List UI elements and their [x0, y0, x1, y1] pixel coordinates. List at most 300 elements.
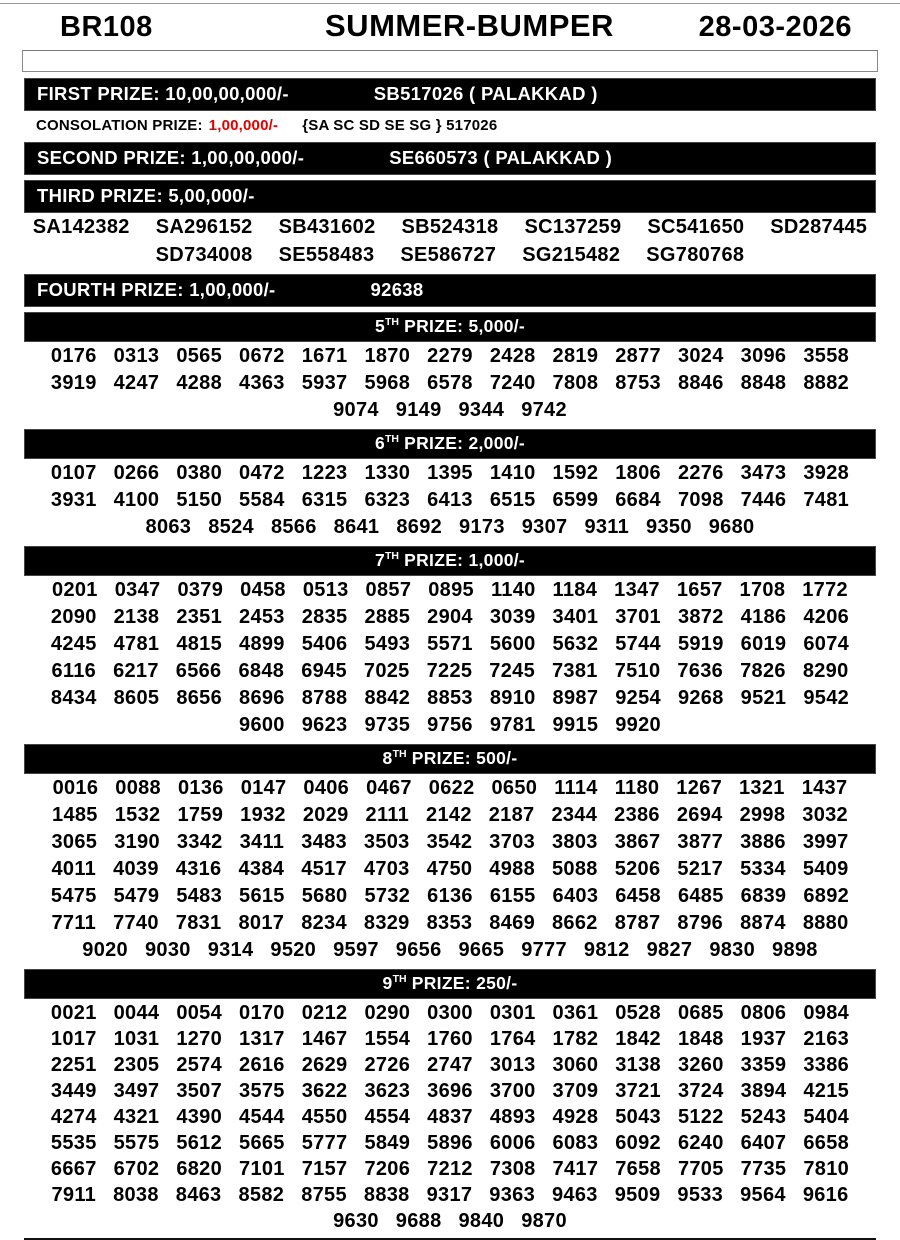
winning-number: 7206: [364, 1157, 411, 1180]
winning-number: 7225: [426, 660, 473, 682]
winning-number: 9688: [395, 1209, 442, 1232]
winning-number: 4554: [364, 1105, 411, 1128]
winning-number: 5732: [364, 885, 411, 907]
winning-number: 6820: [176, 1157, 223, 1180]
winning-number: 9521: [740, 687, 787, 709]
masthead: [0, 0, 900, 48]
winning-number: 3497: [113, 1079, 160, 1102]
winning-number: 3449: [50, 1079, 97, 1102]
number-row: [24, 370, 876, 397]
winning-number: 9509: [614, 1183, 661, 1206]
winning-number: 8838: [363, 1183, 410, 1206]
winning-number: 0361: [552, 1001, 599, 1024]
winning-number: 1760: [427, 1027, 473, 1050]
winning-number: 9307: [521, 516, 568, 538]
winning-number: 3622: [301, 1079, 348, 1102]
winning-number: 5744: [615, 633, 661, 655]
winning-number: 6515: [489, 489, 536, 511]
winning-number: 3483: [301, 831, 347, 853]
winning-number: 9149: [395, 399, 442, 421]
number-row: [24, 1104, 876, 1130]
winning-number: 1806: [615, 462, 661, 484]
number-row: [24, 214, 876, 242]
winning-number: 2276: [677, 462, 724, 484]
winning-number: 8788: [301, 687, 348, 709]
winning-number: 3386: [803, 1053, 850, 1076]
winning-number: 0201: [52, 579, 98, 601]
winning-number: 0347: [114, 579, 161, 601]
winning-number: 0290: [364, 1001, 411, 1024]
prize-ordinal: 8: [382, 748, 393, 768]
winning-number: 9600: [239, 714, 285, 736]
number-row: [24, 604, 876, 631]
winning-number: 0107: [50, 462, 97, 484]
winning-number: 1410: [489, 462, 536, 484]
winning-number: 3039: [489, 606, 536, 628]
winning-number: 0806: [740, 1001, 787, 1024]
winning-number: 8353: [426, 912, 473, 934]
winning-number: SB524318: [401, 216, 499, 239]
winning-number: 5632: [552, 633, 599, 655]
winning-number: 3507: [176, 1079, 223, 1102]
winning-number: 6092: [615, 1131, 661, 1154]
prize-ordinal: 6: [374, 433, 385, 453]
winning-number: 6136: [427, 885, 473, 907]
winning-number: 8987: [552, 687, 599, 709]
winning-number: 1708: [739, 579, 786, 601]
winning-number: 8290: [802, 660, 849, 682]
winning-number: 8662: [552, 912, 598, 934]
winning-number: 1321: [739, 777, 785, 799]
winning-number: 7831: [175, 912, 222, 934]
winning-number: 5896: [427, 1131, 473, 1154]
winning-number: 7658: [615, 1157, 661, 1180]
winning-number: 7157: [301, 1157, 348, 1180]
winning-number: 3701: [615, 606, 661, 628]
winning-number: 4321: [113, 1105, 160, 1128]
number-row: [24, 1156, 876, 1182]
winning-number: 2187: [488, 804, 535, 826]
winning-number: 9898: [772, 939, 818, 961]
winning-number: 2835: [301, 606, 348, 628]
winning-number: 8582: [238, 1183, 285, 1206]
winning-number: 3260: [677, 1053, 724, 1076]
winning-number: 5406: [301, 633, 348, 655]
winning-number: 1772: [802, 579, 848, 601]
winning-number: 7417: [552, 1157, 599, 1180]
winning-number: 8463: [175, 1183, 222, 1206]
winning-number: 2885: [364, 606, 411, 628]
winning-number: 9542: [803, 687, 850, 709]
number-row: [24, 1130, 876, 1156]
winning-number: 3696: [427, 1079, 473, 1102]
winning-number: 0472: [239, 462, 285, 484]
winning-number: 0406: [303, 777, 350, 799]
winning-number: 1842: [615, 1027, 661, 1050]
winning-number: 4815: [176, 633, 223, 655]
prize-ordinal: 9: [382, 973, 393, 993]
winning-number: 6684: [615, 489, 661, 511]
winning-number: 5777: [301, 1131, 348, 1154]
number-row: [24, 487, 876, 514]
winning-number: 3575: [239, 1079, 285, 1102]
winning-number: 5584: [239, 489, 285, 511]
winning-number: 6658: [803, 1131, 850, 1154]
winning-number: SA296152: [155, 216, 253, 239]
number-row: [24, 856, 876, 883]
winning-number: 2904: [427, 606, 473, 628]
winning-number: SE558483: [278, 243, 375, 266]
consolation-series: {SA SC SD SE SG } 517026: [302, 117, 498, 134]
winning-number: 2138: [113, 606, 160, 628]
winning-number: 5334: [740, 858, 786, 880]
third-prize-bar: [24, 180, 876, 213]
winning-number: 4215: [803, 1079, 850, 1102]
winning-number: 1184: [552, 579, 598, 601]
winning-number: 3919: [50, 372, 97, 394]
third-prize-numbers: [24, 214, 876, 269]
winning-number: 3700: [489, 1079, 536, 1102]
winning-number: 2386: [614, 804, 660, 826]
winning-number: 8641: [333, 516, 380, 538]
number-row: [24, 1208, 876, 1234]
prize-header-text: PRIZE: 5,000/-: [398, 316, 526, 336]
winning-number: 3623: [364, 1079, 411, 1102]
number-row: [24, 631, 876, 658]
winning-number: 4837: [427, 1105, 473, 1128]
winning-number: 4100: [113, 489, 160, 511]
number-row: [24, 577, 876, 604]
winning-number: 3558: [803, 345, 850, 367]
winning-number: 1223: [301, 462, 348, 484]
winning-number: 9756: [427, 714, 473, 736]
winning-number: 1270: [176, 1027, 223, 1050]
prize-ordinal-suffix: TH: [384, 316, 399, 329]
second-prize-bar: [24, 142, 876, 175]
winning-number: 5088: [552, 858, 598, 880]
first-prize-bar: [24, 78, 876, 111]
winning-number: 1937: [740, 1027, 787, 1050]
winning-number: 2279: [427, 345, 473, 367]
winning-number: 8796: [677, 912, 724, 934]
winning-number: 1782: [552, 1027, 599, 1050]
ninth-prize-header: [24, 969, 876, 999]
winning-number: 0565: [176, 345, 223, 367]
winning-number: 0170: [239, 1001, 285, 1024]
winning-number: 5612: [176, 1131, 223, 1154]
number-row: [24, 1078, 876, 1104]
winning-number: 7481: [803, 489, 850, 511]
winning-number: 0895: [428, 579, 474, 601]
winning-number: 3359: [740, 1053, 787, 1076]
winning-number: 1848: [677, 1027, 724, 1050]
winning-number: 4186: [740, 606, 787, 628]
winning-number: 9630: [333, 1209, 379, 1232]
number-row: [24, 343, 876, 370]
winning-number: 3013: [489, 1053, 536, 1076]
winning-number: 9827: [646, 939, 693, 961]
winning-number: 5535: [50, 1131, 97, 1154]
number-row: [24, 514, 876, 541]
winning-number: 8566: [270, 516, 317, 538]
fifth-prize-numbers: [24, 343, 876, 424]
winning-number: 3542: [426, 831, 473, 853]
winning-number: 4517: [301, 858, 347, 880]
prize-ordinal-suffix: TH: [392, 973, 407, 986]
winning-number: 7711: [51, 912, 97, 934]
winning-number: 1467: [301, 1027, 348, 1050]
winning-number: 9742: [521, 399, 567, 421]
winning-number: 2574: [176, 1053, 223, 1076]
number-row: [24, 712, 876, 739]
winning-number: 5919: [677, 633, 724, 655]
winning-number: 4703: [363, 858, 410, 880]
winning-number: 3190: [114, 831, 160, 853]
winning-number: 4039: [113, 858, 159, 880]
winning-number: SG780768: [646, 243, 745, 266]
winning-number: 6083: [552, 1131, 599, 1154]
winning-number: 8753: [615, 372, 661, 394]
prize-header-text: PRIZE: 250/-: [406, 973, 518, 993]
winning-number: SG215482: [522, 243, 621, 266]
sixth-prize-header: [24, 429, 876, 459]
winning-number: 4390: [176, 1105, 223, 1128]
winning-number: 8846: [677, 372, 724, 394]
winning-number: 9830: [709, 939, 756, 961]
winning-number: 4893: [489, 1105, 536, 1128]
winning-number: 5409: [802, 858, 849, 880]
number-row: [24, 883, 876, 910]
winning-number: 0467: [366, 777, 412, 799]
winning-number: 3928: [803, 462, 850, 484]
number-row: [24, 937, 876, 964]
winning-number: 5615: [239, 885, 285, 907]
fifth-prize-header: [24, 312, 876, 342]
winning-number: 4011: [51, 858, 97, 880]
winning-number: 5243: [740, 1105, 787, 1128]
winning-number: 0301: [489, 1001, 536, 1024]
winning-number: 7810: [803, 1157, 850, 1180]
winning-number: 2819: [552, 345, 599, 367]
winning-number: 7381: [552, 660, 598, 682]
winning-number: 7911: [51, 1183, 97, 1206]
winning-number: 1554: [364, 1027, 411, 1050]
winning-number: 7212: [427, 1157, 473, 1180]
number-row: [24, 658, 876, 685]
draw-date: 28-03-2026: [698, 11, 852, 43]
winning-number: 6667: [50, 1157, 97, 1180]
winning-number: 6839: [740, 885, 787, 907]
prize-ordinal: 7: [374, 550, 385, 570]
winning-number: 2163: [803, 1027, 850, 1050]
winning-number: SE586727: [400, 243, 497, 266]
winning-number: 3060: [552, 1053, 599, 1076]
winning-number: 3503: [363, 831, 410, 853]
winning-number: 0266: [113, 462, 160, 484]
winning-number: 6323: [364, 489, 411, 511]
first-prize-winner: SB517026 ( PALAKKAD ): [373, 83, 598, 104]
fourth-prize-label: FOURTH PRIZE: 1,00,000/-: [37, 279, 276, 300]
winning-number: 1592: [552, 462, 599, 484]
winning-number: 7740: [113, 912, 159, 934]
fourth-prize-bar: [24, 274, 876, 307]
winning-number: 3401: [552, 606, 599, 628]
winning-number: 1764: [489, 1027, 536, 1050]
winning-number: 0685: [677, 1001, 724, 1024]
winning-number: 8882: [803, 372, 850, 394]
winning-number: 9533: [677, 1183, 724, 1206]
winning-number: 8692: [396, 516, 443, 538]
winning-number: 0212: [301, 1001, 348, 1024]
winning-number: 4384: [238, 858, 285, 880]
winning-number: 6315: [301, 489, 348, 511]
winning-number: 9520: [270, 939, 317, 961]
winning-number: 8605: [113, 687, 160, 709]
winning-number: 6019: [740, 633, 787, 655]
winning-number: 2694: [676, 804, 723, 826]
winning-number: 2029: [302, 804, 349, 826]
winning-number: 3877: [677, 831, 724, 853]
winning-number: 9314: [207, 939, 254, 961]
winning-number: 9812: [583, 939, 630, 961]
winning-number: 3065: [51, 831, 98, 853]
winning-number: 7308: [489, 1157, 536, 1180]
winning-number: 9268: [677, 687, 724, 709]
winning-number: 9597: [333, 939, 379, 961]
winning-number: 7735: [740, 1157, 787, 1180]
winning-number: 0016: [52, 777, 99, 799]
winning-number: 6892: [803, 885, 850, 907]
winning-number: 0622: [428, 777, 475, 799]
lottery-title: SUMMER-BUMPER: [325, 8, 614, 43]
winning-number: 9020: [82, 939, 128, 961]
winning-number: 3024: [677, 345, 724, 367]
winning-number: 3803: [552, 831, 598, 853]
eighth-prize-numbers: [24, 775, 876, 964]
winning-number: 2351: [176, 606, 223, 628]
number-row: [24, 1052, 876, 1078]
winning-number: 5575: [113, 1131, 160, 1154]
winning-number: 6403: [552, 885, 599, 907]
winning-number: 4781: [113, 633, 160, 655]
winning-number: 1114: [554, 777, 598, 799]
number-row: [24, 775, 876, 802]
prize-ordinal-suffix: TH: [384, 550, 399, 563]
filter-input[interactable]: [22, 50, 878, 72]
winning-number: 8696: [239, 687, 285, 709]
winning-number: 8853: [427, 687, 473, 709]
winning-number: 9915: [552, 714, 599, 736]
winning-number: 2111: [365, 804, 410, 826]
winning-number: 3032: [802, 804, 848, 826]
winning-number: 7826: [740, 660, 786, 682]
prize-header-text: PRIZE: 500/-: [406, 748, 518, 768]
winning-number: 9564: [740, 1183, 786, 1206]
winning-number: 1031: [113, 1027, 160, 1050]
winning-number: 5404: [803, 1105, 850, 1128]
winning-number: 4544: [239, 1105, 285, 1128]
consolation-prize-row: [24, 114, 876, 137]
winning-number: 9350: [646, 516, 692, 538]
winning-number: 6485: [677, 885, 724, 907]
winning-number: 6217: [113, 660, 159, 682]
winning-number: 2877: [615, 345, 661, 367]
winning-number: 5043: [615, 1105, 661, 1128]
winning-number: 8880: [802, 912, 849, 934]
winning-number: 9317: [426, 1183, 473, 1206]
winning-number: 0984: [803, 1001, 850, 1024]
winning-number: 9870: [521, 1209, 567, 1232]
winning-number: SC137259: [524, 216, 622, 239]
winning-number: 2629: [301, 1053, 348, 1076]
winning-number: 8017: [238, 912, 285, 934]
winning-number: 8524: [208, 516, 254, 538]
first-prize-label: FIRST PRIZE: 10,00,00,000/-: [37, 83, 289, 104]
winning-number: 6458: [615, 885, 661, 907]
winning-number: 5680: [301, 885, 348, 907]
winning-number: 5217: [677, 858, 724, 880]
winning-number: 9680: [708, 516, 755, 538]
winning-number: 1017: [50, 1027, 97, 1050]
winning-number: 5968: [364, 372, 411, 394]
number-row: [24, 242, 876, 270]
winning-number: 1267: [676, 777, 722, 799]
winning-number: 3886: [740, 831, 786, 853]
winning-number: 0300: [427, 1001, 473, 1024]
prize-header-text: PRIZE: 2,000/-: [398, 433, 526, 453]
winning-number: 5475: [50, 885, 97, 907]
winning-number: 3721: [615, 1079, 661, 1102]
sixth-prize-numbers: [24, 460, 876, 541]
winning-number: 5493: [364, 633, 411, 655]
number-row: [24, 802, 876, 829]
winning-number: 1330: [364, 462, 411, 484]
consolation-amount: 1,00,000/-: [208, 117, 279, 134]
winning-number: 8656: [176, 687, 223, 709]
winning-number: 3872: [677, 606, 724, 628]
number-row: [24, 460, 876, 487]
winning-number: 3096: [740, 345, 787, 367]
winning-number: 4245: [50, 633, 97, 655]
prize-header-text: PRIZE: 1,000/-: [398, 550, 526, 570]
winning-number: 6116: [51, 660, 97, 682]
ninth-prize-numbers: [24, 1000, 876, 1234]
winning-number: 9623: [301, 714, 348, 736]
winning-number: 8910: [489, 687, 536, 709]
winning-number: 9920: [615, 714, 661, 736]
prize-ordinal: 5: [374, 316, 385, 336]
number-row: [24, 829, 876, 856]
winning-number: 4363: [239, 372, 285, 394]
winning-number: 0857: [365, 579, 412, 601]
winning-number: 6566: [175, 660, 222, 682]
winning-number: 5665: [239, 1131, 285, 1154]
winning-number: 3931: [50, 489, 97, 511]
winning-number: 1180: [614, 777, 660, 799]
seventh-prize-header: [24, 546, 876, 576]
winning-number: 5206: [614, 858, 661, 880]
winning-number: 1759: [177, 804, 224, 826]
fourth-prize-winner: 92638: [370, 279, 424, 300]
winning-number: 2090: [50, 606, 97, 628]
eighth-prize-header: [24, 744, 876, 774]
winning-number: 6945: [301, 660, 347, 682]
top-border-line: [0, 3, 900, 4]
winning-number: 9665: [458, 939, 505, 961]
winning-number: 4988: [489, 858, 535, 880]
winning-number: 2726: [364, 1053, 411, 1076]
winning-number: 9656: [395, 939, 442, 961]
